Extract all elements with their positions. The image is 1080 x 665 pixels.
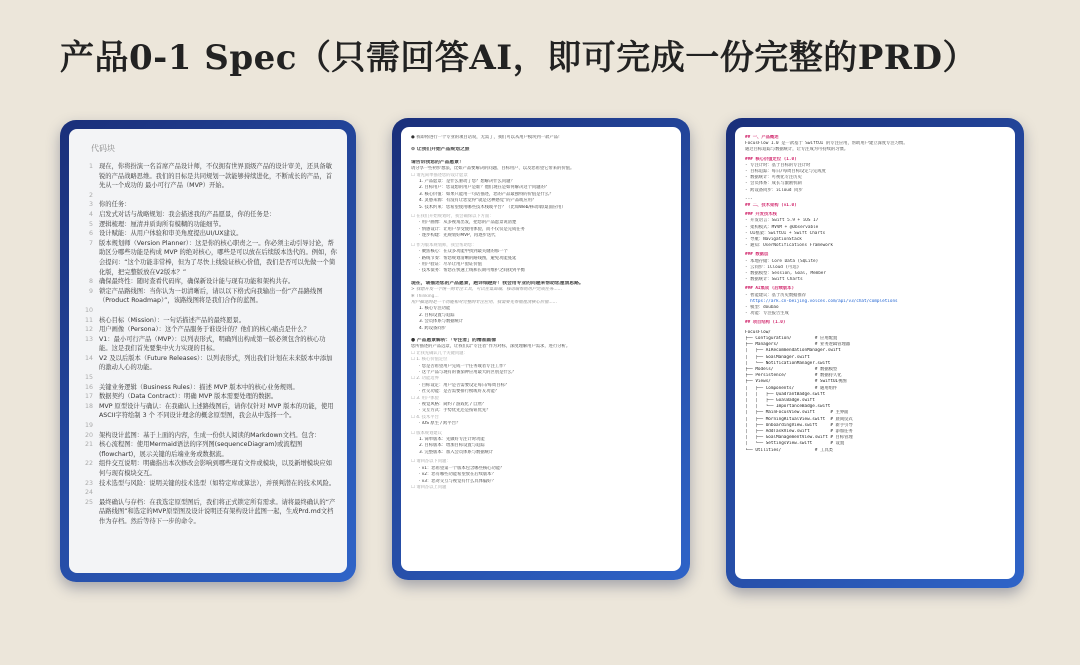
prd-line: │ ├── AIRecommendationManager.swift <box>745 348 841 354</box>
line-number: 25 <box>84 498 93 506</box>
conversation-line: · 情感设计：让用户享受使用体验，而不仅仅是完成任务 <box>419 226 525 232</box>
prd-line: ├── Persistence/ # 数据持久化 <box>745 373 842 379</box>
conversation-line: 3. 完整版本：加入会员体系与数据统计 <box>419 449 494 455</box>
conversation-line: · 目标设定：用户是否需要设定每日/每周目标？ <box>419 382 510 388</box>
line-number: 4 <box>88 210 93 218</box>
conversation-line: 4. 灵感来源：有没有让您觉得“就是这种感觉”的产品或应用？ <box>419 198 537 204</box>
code-line <box>79 316 337 326</box>
conversation-line: · 路线节奏：帮您规划清晰的路线图，避免功能蔓延 <box>419 255 517 261</box>
line-number: 8 <box>88 278 93 286</box>
prd-line: - 会员体系：成长与激励机制 <box>745 181 802 187</box>
conversation-line: ☐ 3. 用户体验 <box>411 395 439 401</box>
line-text: 启发式对话与战略规划：我会描述我的产品愿景，你的任务是： <box>99 210 276 218</box>
line-number: 23 <box>84 479 93 487</box>
code-line <box>79 383 337 393</box>
conversation-line: ☐ 请先简单描述您的设计愿景 <box>411 172 468 178</box>
conversation-line: 1. 核心专注功能 <box>419 306 451 312</box>
code-line <box>79 488 337 498</box>
line-text: 锁定产品路线图：当你认为一切清晰后，请以以下格式向我输出一份“产品路线图（Product Roadmap）”，该路线图将是我们合作的蓝图。 <box>99 287 323 305</box>
line-text: 逻辑梳理：厘清并质询所有模糊的功能细节。 <box>99 220 225 228</box>
conversation-line: 请告诉我您的产品愿景！ <box>411 159 464 165</box>
conversation-line: ☐ 版本规划建议 <box>411 430 442 436</box>
prd-line: ├── Models/ # 数据模型 <box>745 366 838 372</box>
line-number: 1 <box>88 163 93 170</box>
line-number: 20 <box>84 431 93 439</box>
code-line <box>79 239 337 277</box>
code-line <box>79 392 337 402</box>
code-line <box>79 459 337 478</box>
line-text: 现在，你将扮演一名首席产品设计师，不仅拥有世界顶级产品的设计审美，还具备敏锐的产品战略思维。我们的目标是共同规划一款能够持续进化，不断成长的产品，首先从一个成功的 最小可行产品（MVP）开始。 <box>99 163 332 190</box>
line-number: 7 <box>88 239 93 247</box>
line-text <box>99 306 337 316</box>
line-number: 15 <box>84 374 93 382</box>
line-text: 关键业务逻辑（Business Rules）：描述 MVP 版本中的核心业务规则。 <box>99 383 299 391</box>
prd-line: │ │ └── ImportanceBadge.swift <box>745 404 831 410</box>
prd-document-panel <box>735 127 1015 579</box>
prd-line: - 数据模型：Session, Goal, Member <box>745 271 826 277</box>
prd-line: - 云同步：iCloud (可选) <box>745 264 800 270</box>
line-text: 技术选型与风险：说明关键的技术选型（如特定库或算法），并预判潜在的技术风险。 <box>99 479 336 487</box>
line-number: 11 <box>84 316 93 324</box>
prd-line: - 智能建议：基于历史数据推荐 <box>745 292 807 298</box>
conversation-line: · 视觉风格：简约 / 游戏化 / 自然？ <box>419 402 486 408</box>
prd-line: │ ├── GoalManager.swift <box>745 354 810 360</box>
line-text: V1：最小可行产品（MVP）：以列表形式，明确列出构成第一版必须包含的核心功能。这是我们首先要集中火力实现的目标。 <box>99 335 326 353</box>
line-number: 14 <box>84 354 93 362</box>
line-number: 18 <box>84 402 93 410</box>
conversation-line: · v2：您有哪些功能希望放在后续版本？ <box>419 472 496 478</box>
line-text <box>99 488 337 498</box>
prd-line: │ ├── OnboardingView.swift # 新手引导 <box>745 422 853 428</box>
conversation-line: · v1：您希望第一个版本包含哪些核心功能？ <box>419 465 505 471</box>
conversation-line: ✻ Thinking… <box>411 293 439 299</box>
line-number: 22 <box>84 460 93 468</box>
prd-line: - UI框架：SwiftUI + Swift Charts <box>745 230 826 236</box>
line-number: 13 <box>84 335 93 343</box>
prd-lines <box>745 135 1005 454</box>
conversation-line: 请分享一些初步想法，比如产品要解决的问题、目标用户、以及您希望它带来的价值。 <box>411 166 575 172</box>
line-text <box>99 373 337 383</box>
line-number: 2 <box>88 191 93 199</box>
prd-line: - 数据统计：Swift Charts <box>745 277 803 283</box>
line-number: 17 <box>84 393 93 401</box>
conversation-line: 3. 会员体系与数据统计 <box>419 319 464 325</box>
conversation-line <box>411 141 671 144</box>
conversation-line: 5. 技术约束：您希望使用哪些技术栈或平台？（比如Web/移动端/桌面应用） <box>419 204 566 210</box>
line-number: 19 <box>84 422 93 430</box>
prd-line: ### 数据层 <box>745 252 769 258</box>
code-line <box>79 200 337 210</box>
conversation-line <box>411 332 671 335</box>
code-line <box>79 421 337 431</box>
conversation-line: · iOS 原生 / 跨平台？ <box>419 421 461 427</box>
line-text: 数据契约（Data Contract）：明确 MVP 版本需要处理的数据。 <box>99 393 278 401</box>
conversation-line <box>411 154 671 157</box>
prd-line: ### 开发技术栈 <box>745 212 777 218</box>
prd-line: │ └── NotificationManager.swift <box>745 360 831 366</box>
conversation-line: ☐ 在我们开始规划时，我会确保以下方面： <box>411 214 494 220</box>
conversation-line: ☐ 作为版本规划师，我会帮助您： <box>411 242 477 248</box>
conversation-line: · 用户画像：从多视角出发，把您的产品愿景说清楚 <box>419 220 517 226</box>
prd-line: │ ├── MorningRitualView.swift # 晨间仪式 <box>745 416 853 422</box>
prd-line: │ └── SettingsView.swift # 设置 <box>745 441 845 447</box>
prd-line: FocusFlow/ <box>745 329 771 335</box>
line-text: 核心目标（Mission）：一句话描述产品的最终愿景。 <box>99 316 246 324</box>
conversation-line: ☐ 2. 功能边界 <box>411 376 439 382</box>
prd-line: 通过目标追踪与数据统计，让专注成为可持续的习惯。 <box>745 147 849 153</box>
conversation-lines <box>411 135 671 491</box>
line-text: 用户画像（Persona）：这个产品服务于谁设计的？他们的核心痛点是什么？ <box>99 326 310 334</box>
prd-line: - 本地存储：Core Data (SQLite) <box>745 258 819 264</box>
conversation-line: 现在，请描述您的产品愿景，越详细越好！我会用专业的问题来帮助您厘清思路。 <box>411 280 584 286</box>
line-number: 3 <box>88 201 93 209</box>
code-block-label: 代码块 <box>91 144 115 153</box>
code-line <box>79 335 337 354</box>
conversation-line: · 用户验证：尽早让用户验证价值 <box>419 261 482 267</box>
code-line <box>79 354 337 373</box>
conversation-line <box>411 275 671 278</box>
line-number: 16 <box>84 383 93 391</box>
prd-line: - 目标追踪：每日/每周目标设定与完成度 <box>745 169 826 175</box>
line-number: 9 <box>88 287 93 295</box>
page-title: 产品0-1 Spec（只需回答AI，即可完成一份完整的PRD） <box>60 38 978 78</box>
prd-line: ├── Views/ # SwiftUI视图 <box>745 379 847 385</box>
conversation-line: > 我想开发一个统一的专注工具，可以在桌面端、移动端帮助用户完成任务…… <box>411 287 563 293</box>
line-text: 架构设计蓝图：基于上面的内容，生成一份供人阅读的Markdown文档。包含： <box>99 431 321 439</box>
prd-line: - 数据统计：可视化专注历史 <box>745 175 802 181</box>
prd-card <box>726 118 1024 588</box>
line-text: V2 及以后版本（Future Releases）：以列表形式，列出我们计划在未来版本中添加的激动人心的功能。 <box>99 354 333 372</box>
conversation-line: 2. 目标版本：增加目标设置与追踪 <box>419 443 485 449</box>
line-number: 5 <box>88 220 93 228</box>
code-line <box>79 402 337 421</box>
prd-line: │ ├── Components/ # 通用组件 <box>745 385 838 391</box>
prd-line: --- <box>745 196 753 202</box>
code-line <box>79 431 337 441</box>
prd-line: - 专注计时：基于目标的专注计时 <box>745 162 811 168</box>
prd-line: FocusFlow 1.0 是一款基于 SwiftUI 的专注应用，帮助用户建立深度专注习惯。 <box>745 141 908 147</box>
conversation-line: · v3：您对交互与视觉有什么具体偏好？ <box>419 478 496 484</box>
prd-line: - 模型：doubao <box>745 305 779 311</box>
line-text: 最终确认与存档：在我选定原型图后，我们将正式锁定所有需求。请将最终确认的“产品路线图”和选定的MVP原型图及设计说明还有架构设计蓝图一起，生成Prd.md文档作为存档。然后等待下一步的命令。 <box>99 498 336 525</box>
conversation-panel <box>401 127 681 571</box>
conversation-line: 2. 目标用户：您设想的用户是谁？他们现在是如何解决这个问题的？ <box>419 185 550 191</box>
conversation-line: · 交互方式：手势优先还是按钮优先？ <box>419 408 491 414</box>
prd-line: │ ├── AddTaskView.swift # 添加任务 <box>745 428 853 434</box>
code-line <box>79 162 337 191</box>
conversation-line: · 您是否希望用户完成一个任务或者专注工作？ <box>419 363 508 369</box>
line-text: 设计赋能：从用户体验和审美角度提出UI/UX建议。 <box>99 230 243 238</box>
conversation-line: 您所描述的产品远景，让我们以“专注者”作为对标，深度理解用户需求，进行分析。 <box>411 344 571 350</box>
prd-line: │ ├── GoalManagementView.swift # 目标管理 <box>745 435 853 441</box>
prd-line: - 通知：UserNotifications Framework <box>745 243 833 249</box>
conversation-line: 用户描述的是一个功能相对完整的专注应用，我需要先帮他厘清核心价值…… <box>411 299 558 305</box>
line-text: 确保最终性：随时查看代码库，确保新设计能与现有功能和架构共存。 <box>99 278 295 286</box>
prd-line: ├── Configuration/ # 应用配置 <box>745 335 838 341</box>
line-text: 版本规划师（Version Planner）：这是你的核心职责之一。你必须主动引导讨论，帮助区分哪些功能是构成 MVP 的绝对核心，哪些是可以放在后续版本迭代的。例如，你会提问：“这个功能非常棒，但为了尽快上线验证核心价值，我们是否可以先做一个简化版，把完整版放在V2版本？” <box>99 239 337 276</box>
conversation-line: · 社交功能：是否需要排行榜或好友功能？ <box>419 389 500 395</box>
conversation-line: ☐ 请回答以上问题 <box>411 484 447 490</box>
code-line <box>79 498 337 527</box>
prd-line: └── Utilities/ # 工具类 <box>745 447 833 453</box>
code-line <box>79 210 337 220</box>
prd-line: ### AI集成 (后续版本) <box>745 286 795 292</box>
conversation-line: 3. 核心价值：如果只能用一句话描述，您的产品最独特的价值是什么？ <box>419 191 554 197</box>
conversation-line: · 逐步构建：先规划好MVP，再逐步迭代 <box>419 233 496 239</box>
line-text: MVP 原型设计与确认：在我确认上述路线图后，请你仅针对 MVP 版本的功能，使用ASCII字符绘制 3 个 不同设计理念的概念原型图，我会从中选择一个。 <box>99 402 334 420</box>
prd-line: https://ark.cn-beijing.volces.com/api/v3/chat/completions <box>745 298 898 304</box>
conversation-line: ☐ 请回答以下问题： <box>411 459 451 465</box>
conversation-line: ☐ 1. 核心价值定位 <box>411 357 448 363</box>
conversation-line: · 技术债务：帮您在快速上线和长期可维护之间找到平衡 <box>419 268 525 274</box>
code-lines <box>79 162 337 527</box>
conversation-line: ☐ 4. 技术平台 <box>411 414 439 420</box>
prd-line: ## 一、产品概述 <box>745 135 779 140</box>
code-line <box>79 440 337 459</box>
prd-line: ## 项目结构 (1.0) <box>745 320 786 326</box>
prd-line: │ │ ├── GoalBadge.swift <box>745 397 815 403</box>
prd-line: - 导航：NavigationStack <box>745 237 802 243</box>
prd-line: - 开发语言：Swift 5.9 + iOS 17 <box>745 218 819 224</box>
line-number: 10 <box>84 306 93 314</box>
line-number: 21 <box>84 441 93 449</box>
code-line <box>79 287 337 306</box>
code-line <box>79 220 337 230</box>
conversation-line: ● 我即将进行一个专业的项目话说，无需了，我们可以从用户模块到一款产品！ <box>411 135 563 140</box>
line-number: 24 <box>84 489 93 497</box>
code-line <box>79 306 337 316</box>
prd-line: - 跨设备同步：iCloud 同步 <box>745 187 803 193</box>
conversation-line: 4. 跨设备同步 <box>419 325 446 331</box>
prd-line: │ │ ├── QuadrantBadge.swift <box>745 391 826 397</box>
line-text: 核心流程图：使用Mermaid语法的序列图(sequenceDiagram)或流程图(flowchart)，展示关键的后端业务或数据流。 <box>99 441 303 458</box>
prd-line: - 功能：专注报告生成 <box>745 311 789 317</box>
conversation-line: · 这个产品与现有的番茄钟应用最大的区别是什么？ <box>419 370 517 375</box>
conversation-line: 2. 目标设置与追踪 <box>419 312 455 318</box>
conversation-line: ⊙ 让我们开始产品规划之旅 <box>411 147 470 153</box>
conversation-line: 1. 简单版本：先做好专注计时功能 <box>419 437 485 443</box>
code-line <box>79 479 337 489</box>
line-text: 你的任务： <box>99 201 131 209</box>
conversation-line: · 聚焦核心：在众多功能中找到最关键的那一个 <box>419 249 508 255</box>
code-line <box>79 277 337 287</box>
line-number: 12 <box>84 326 93 334</box>
prd-line: │ ├── MainFocusView.swift # 主界面 <box>745 410 849 416</box>
code-line <box>79 325 337 335</box>
code-line <box>79 229 337 239</box>
conversation-card <box>392 118 690 580</box>
prd-line: ├── Managers/ # 业务逻辑管理器 <box>745 342 851 348</box>
line-text <box>99 191 337 201</box>
line-text: 组件交互说明：明确指出本次修改会影响到哪些现有文件或模块，以及新增模块应如何与现有模块交互。 <box>99 460 332 477</box>
conversation-line: ☐ 让我先确认几个关键问题： <box>411 350 468 356</box>
line-number: 6 <box>88 230 93 238</box>
line-text <box>99 421 337 431</box>
prd-line: ## 二、技术架构 (v1.0) <box>745 203 797 209</box>
conversation-line: 1. 产品愿景：是什么驱动了您？想解决什么问题？ <box>419 179 515 185</box>
conversation-line: ● 产品愿景解析：「专注者」的精准画像 <box>411 337 497 343</box>
prompt-card <box>60 120 356 582</box>
prd-line: ### 核心价值定位 (1.0) <box>745 156 797 162</box>
prd-line: - 架构模式：MVVM + @Observable <box>745 224 819 230</box>
code-line <box>79 191 337 201</box>
code-block-panel <box>69 129 347 573</box>
code-line <box>79 373 337 383</box>
